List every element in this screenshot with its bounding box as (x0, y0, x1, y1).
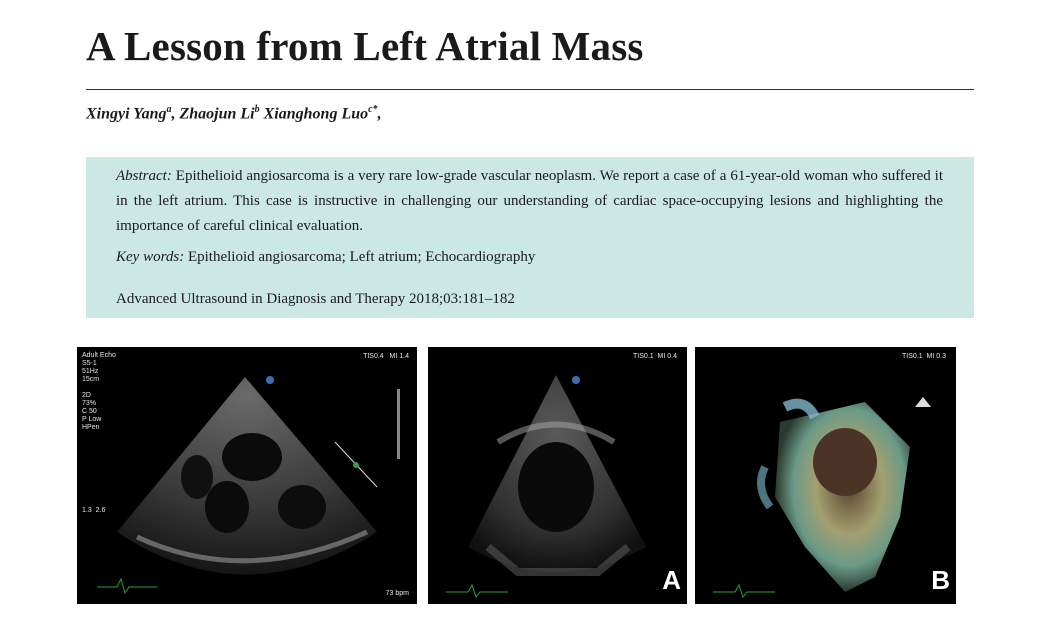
paper-title: A Lesson from Left Atrial Mass (86, 23, 644, 69)
keywords-body: Epithelioid angiosarcoma; Left atrium; Echocardiography (187, 249, 536, 265)
echo-sector-graphic (428, 347, 687, 604)
author-name: Xingyi Yang (86, 105, 167, 123)
abstract (116, 164, 943, 239)
echo-sector-graphic (77, 347, 417, 604)
keywords-label: Key words: (116, 249, 185, 265)
thermal-mechanical-index: TIS0.1 MI 0.3 (902, 353, 946, 360)
author-separator: , (171, 105, 180, 123)
panel-label: A (662, 565, 681, 595)
affiliation-mark: c* (368, 104, 378, 115)
panel-label: B (931, 565, 950, 595)
scan-parameters: Adult Echo S5-1 51Hz 15cm 2D 73% C 50 P Low HPen (82, 352, 116, 431)
journal-citation: Advanced Ultrasound in Diagnosis and Therapy 2018;03:181–182 (116, 291, 515, 307)
echo-image-b-3d (695, 347, 956, 604)
echo-image-a (428, 347, 687, 604)
author-name: Xianghong Luo (263, 105, 369, 123)
affiliation-mark: a (166, 104, 172, 115)
depth-scale-readout: 1.3 2.6 (82, 507, 106, 514)
abstract-body: Epithelioid angiosarcoma is a very rare low-grade vascular neoplasm. We report a case of a 61-year-old woman who suffered it in the left atrium. This case is instructive in challenging our understanding of cardiac space-occupying lesions and highlighting the importance of careful clinical evaluation. (116, 168, 944, 234)
echo-3d-volume-graphic (695, 347, 956, 604)
keywords (116, 249, 535, 266)
abstract-label: Abstract: (116, 168, 172, 184)
thermal-mechanical-index: TIS0.4 MI 1.4 (363, 353, 409, 360)
author-list (86, 104, 382, 123)
author-name: Zhaojun Li (179, 105, 255, 123)
echo-image-2d (77, 347, 417, 604)
author-separator: , (377, 105, 382, 123)
abstract-box (86, 157, 974, 318)
thermal-mechanical-index: TIS0.1 MI 0.4 (633, 353, 677, 360)
heart-rate-readout: 73 bpm (385, 590, 409, 597)
title-divider (86, 89, 974, 90)
affiliation-mark: b (254, 104, 260, 115)
